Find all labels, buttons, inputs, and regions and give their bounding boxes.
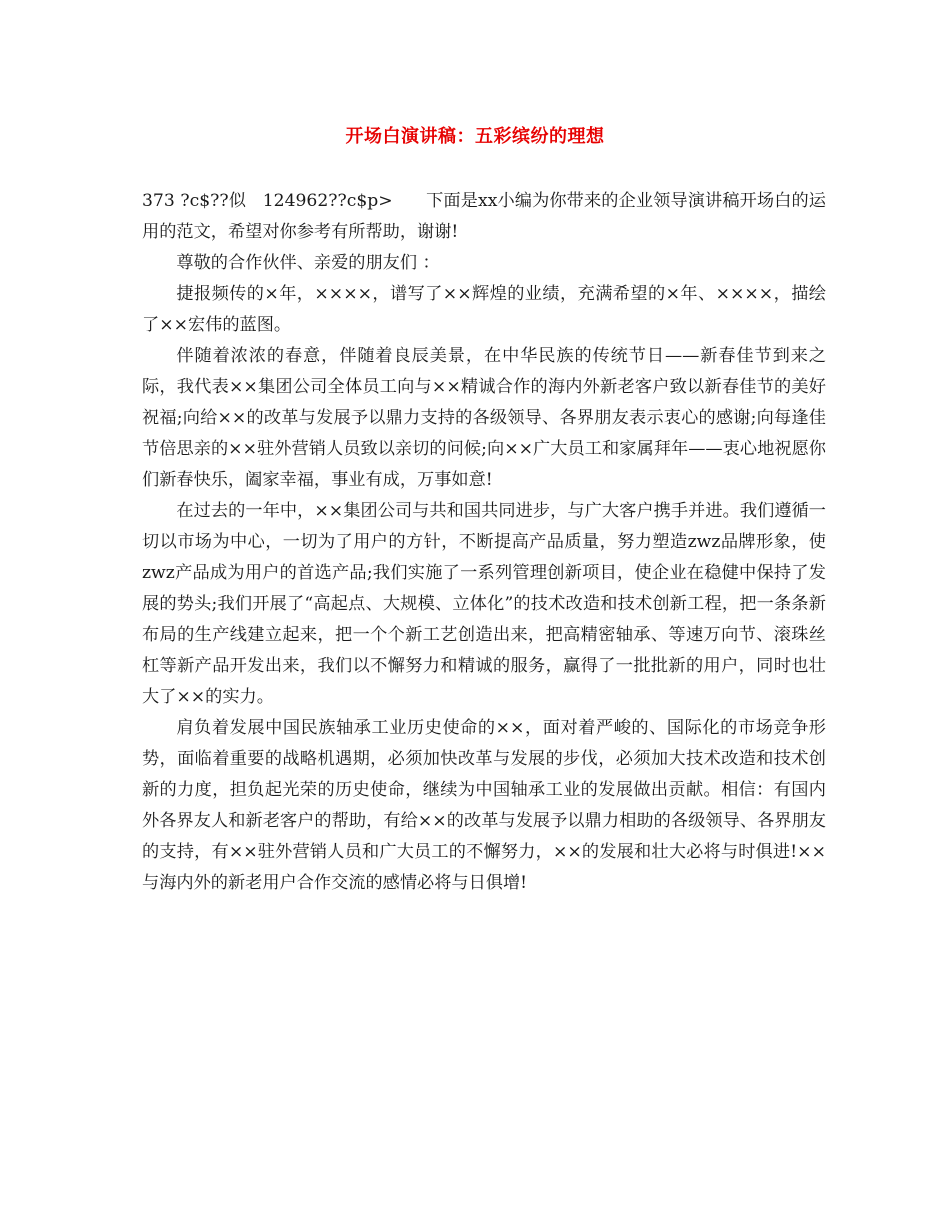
paragraph-intro-text: 下面是xx小编为你带来的企业领导演讲稿开场白的运用的范文，希望对你参考有所帮助，谢谢! <box>142 191 826 242</box>
paragraph-5: 肩负着发展中国民族轴承工业历史使命的××，面对着严峻的、国际化的市场竞争形势，面临着重要的战略机遇期，必须加快改革与发展的步伐，必须加大技术改造和技术创新的力度，担负起光荣的历史使命，继续为中国轴承工业的发展做出贡献。相信：有国内外各界友人和新老客户的帮助，有给××的改革与发展予以鼎力相助的各级领导、各界朋友的支持，有××驻外营销人员和广大员工的不懈努力，××的发展和壮大必将与时俱进!××与海内外的新老用户合作交流的感情必将与日俱增! <box>142 718 826 893</box>
garbled-header-text: 373 ?c$??似 124962??c$p> <box>142 191 427 211</box>
paragraph-intro <box>142 186 826 248</box>
paragraph-4: 在过去的一年中，××集团公司与共和国共同进步，与广大客户携手并进。我们遵循一切以市场为中心，一切为了用户的方针，不断提高产品质量，努力塑造zwz品牌形象，使zwz产品成为用户的首选产品;我们实施了一系列管理创新项目，使企业在稳健中保持了发展的势头;我们开展了“高起点、大规模、立体化”的技术改造和技术创新工程，把一条条新布局的生产线建立起来，把一个个新工艺创造出来，把高精密轴承、等速万向节、滚珠丝杠等新产品开发出来，我们以不懈努力和精诚的服务，赢得了一批批新的用户，同时也壮大了××的实力。 <box>142 501 826 707</box>
paragraph-2: 捷报频传的×年，××××，谱写了××辉煌的业绩，充满希望的×年、××××，描绘了××宏伟的蓝图。 <box>142 284 826 335</box>
paragraph-3: 伴随着浓浓的春意，伴随着良辰美景，在中华民族的传统节日——新春佳节到来之际，我代表××集团公司全体员工向与××精诚合作的海内外新老客户致以新春佳节的美好祝福;向给××的改革与发展予以鼎力支持的各级领导、各界朋友表示衷心的感谢;向每逢佳节倍思亲的××驻外营销人员致以亲切的问候;向××广大员工和家属拜年——衷心地祝愿你们新春快乐，阖家幸福，事业有成，万事如意! <box>142 346 826 490</box>
paragraph-salutation: 尊敬的合作伙伴、亲爱的朋友们 ： <box>176 253 440 273</box>
document-title: 开场白演讲稿：五彩缤纷的理想 <box>345 126 605 147</box>
document-body <box>142 186 826 899</box>
